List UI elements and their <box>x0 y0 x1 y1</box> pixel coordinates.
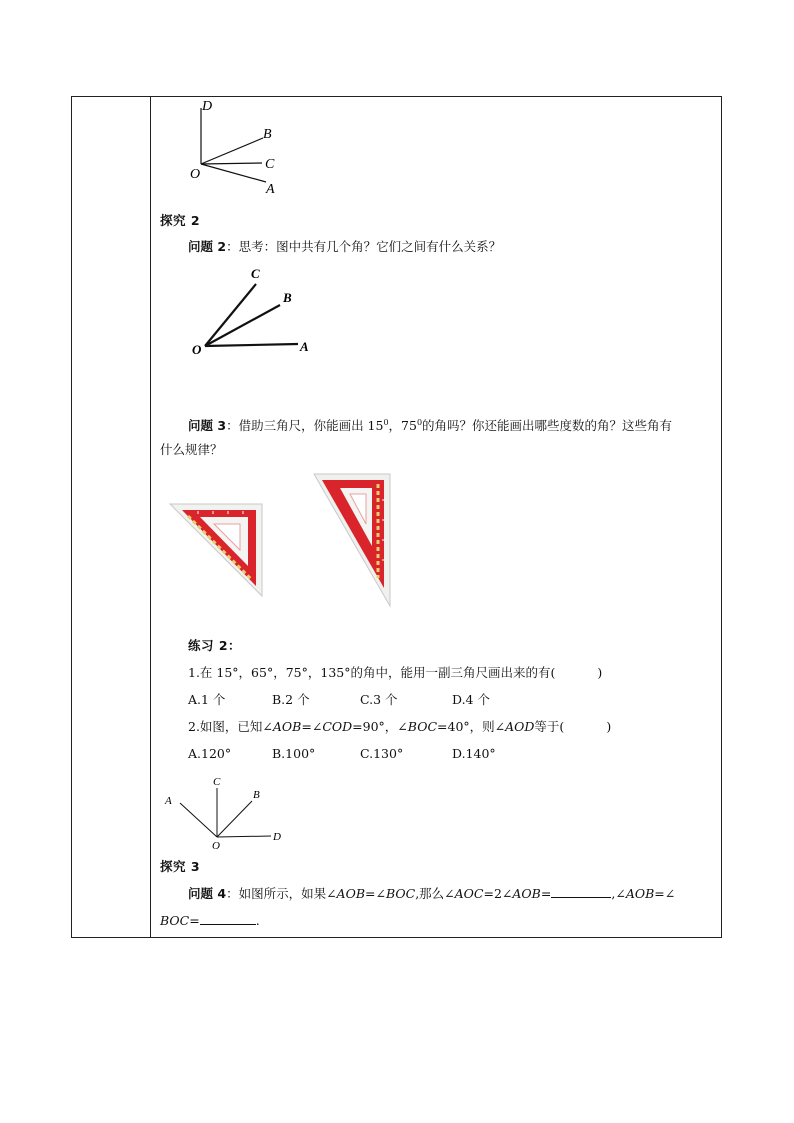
ray-oa <box>205 344 298 346</box>
explore3-question4-line1 <box>188 881 675 907</box>
explore3-title: 探究 3 <box>160 859 201 874</box>
q4-s5: = <box>540 886 552 901</box>
set-square-30-60-image <box>310 470 396 610</box>
practice2-q1-option-b: B.2 个 <box>272 692 310 707</box>
label-b: B <box>253 789 260 801</box>
label-c: C <box>265 157 275 172</box>
practice2-q2-s2: =∠ <box>301 719 323 734</box>
practice2-title: 练习 2： <box>188 638 242 653</box>
practice2-q2-aob: AOB <box>272 719 302 734</box>
question2-text: ：思考：图中共有几个角？它们之间有什么关系？ <box>226 239 502 254</box>
q4-s8: = <box>189 913 200 928</box>
practice2-q2-cod: COD <box>322 719 353 734</box>
label-d: D <box>273 831 281 843</box>
practice2-q2-s4: =40°，则∠ <box>437 719 506 734</box>
label-o: O <box>212 840 220 852</box>
ray-oa <box>180 803 217 837</box>
practice2-q1-option-c: C.3 个 <box>360 692 398 707</box>
practice2-q1-options <box>188 687 490 713</box>
q4-aob2: AOB <box>512 886 541 901</box>
practice2-q2-s1: 2.如图，已知∠ <box>188 719 273 734</box>
practice2-q1-option-d: D.4 个 <box>452 692 490 707</box>
question4-label: 问题 4 <box>188 886 227 901</box>
practice2-q2-options <box>188 741 496 767</box>
question3-text-c: 的角吗？你还能画出哪些度数的角？这些角有 <box>422 418 673 434</box>
ray-oc <box>201 163 262 164</box>
q4-aob1: AOB <box>336 886 366 901</box>
label-d: D <box>202 99 213 114</box>
question3-sup1: 0 <box>383 418 389 427</box>
explore2-question2 <box>188 234 501 260</box>
practice2-q1-option-a: A.1 个 <box>188 692 226 707</box>
ray-oa <box>201 164 266 182</box>
label-a: A <box>266 182 275 197</box>
q4-s7: =∠ <box>654 886 676 901</box>
explore2-question3-line1 <box>188 410 672 439</box>
q4-s1: ：如图所示，如果∠ <box>226 886 337 901</box>
label-o: O <box>190 167 201 182</box>
question3-sup2: 0 <box>416 418 423 427</box>
label-a: A <box>165 795 172 807</box>
label-b: B <box>283 290 292 305</box>
practice2-q2-option-b: B.100° <box>272 746 316 761</box>
practice2-q2-stem <box>188 714 611 740</box>
question3-text-b: ，75 <box>388 418 417 434</box>
ray-ob <box>205 305 280 346</box>
q4-boc1: BOC <box>385 886 416 901</box>
label-a: A <box>300 339 309 354</box>
q4-s2: =∠ <box>365 886 386 901</box>
label-c: C <box>213 776 221 788</box>
practice2-q1-stem <box>188 660 602 686</box>
q4-s4: =2∠ <box>483 886 513 901</box>
question3-text-a: ：借助三角尺，你能画出 15 <box>226 418 384 434</box>
answer-blank-2[interactable] <box>200 912 256 925</box>
practice2-q2-close: ) <box>606 719 612 734</box>
q4-boc2: BOC <box>160 913 190 928</box>
ray-ob <box>201 138 263 164</box>
practice2-q2-aod: AOD <box>505 719 535 734</box>
practice2-q2-option-d: D.140° <box>452 746 496 761</box>
explore3-question4-line2 <box>160 908 260 934</box>
question2-label: 问题 2 <box>188 239 227 254</box>
question3-label: 问题 3 <box>188 418 227 434</box>
q4-s6: ,∠ <box>611 886 626 901</box>
table-column-divider <box>150 96 151 938</box>
explore2-title: 探究 2 <box>160 213 201 228</box>
practice2-q2-option-a: A.120° <box>188 746 232 761</box>
figure-angle-aoc <box>188 262 318 362</box>
q4-aob3: AOB <box>625 886 655 901</box>
label-o: O <box>192 342 202 357</box>
practice2-q2-option-c: C.130° <box>360 746 404 761</box>
practice2-q2-s5: 等于( <box>534 719 565 734</box>
ray-oc <box>205 284 256 346</box>
ray-od <box>217 836 271 837</box>
practice2-q1-close: ) <box>597 665 603 680</box>
label-b: B <box>263 127 272 142</box>
ray-ob <box>217 801 252 837</box>
q4-s3: ,那么∠ <box>415 886 455 901</box>
figure-angles-aob-cod <box>160 770 290 854</box>
practice2-q2-s3: =90°，∠ <box>352 719 408 734</box>
practice2-q1-stem-text: 1.在 15°，65°，75°，135°的角中，能用一副三角尺画出来的有( <box>188 665 556 680</box>
set-square-45-image <box>168 500 268 600</box>
q4-aoc: AOC <box>454 886 484 901</box>
figure-rays-doba <box>180 96 290 202</box>
practice2-q2-boc: BOC <box>407 719 438 734</box>
answer-blank-1[interactable] <box>551 885 611 898</box>
explore2-question3-line2: 什么规律？ <box>160 442 223 457</box>
label-c: C <box>251 266 260 281</box>
q4-s9: . <box>255 913 260 928</box>
